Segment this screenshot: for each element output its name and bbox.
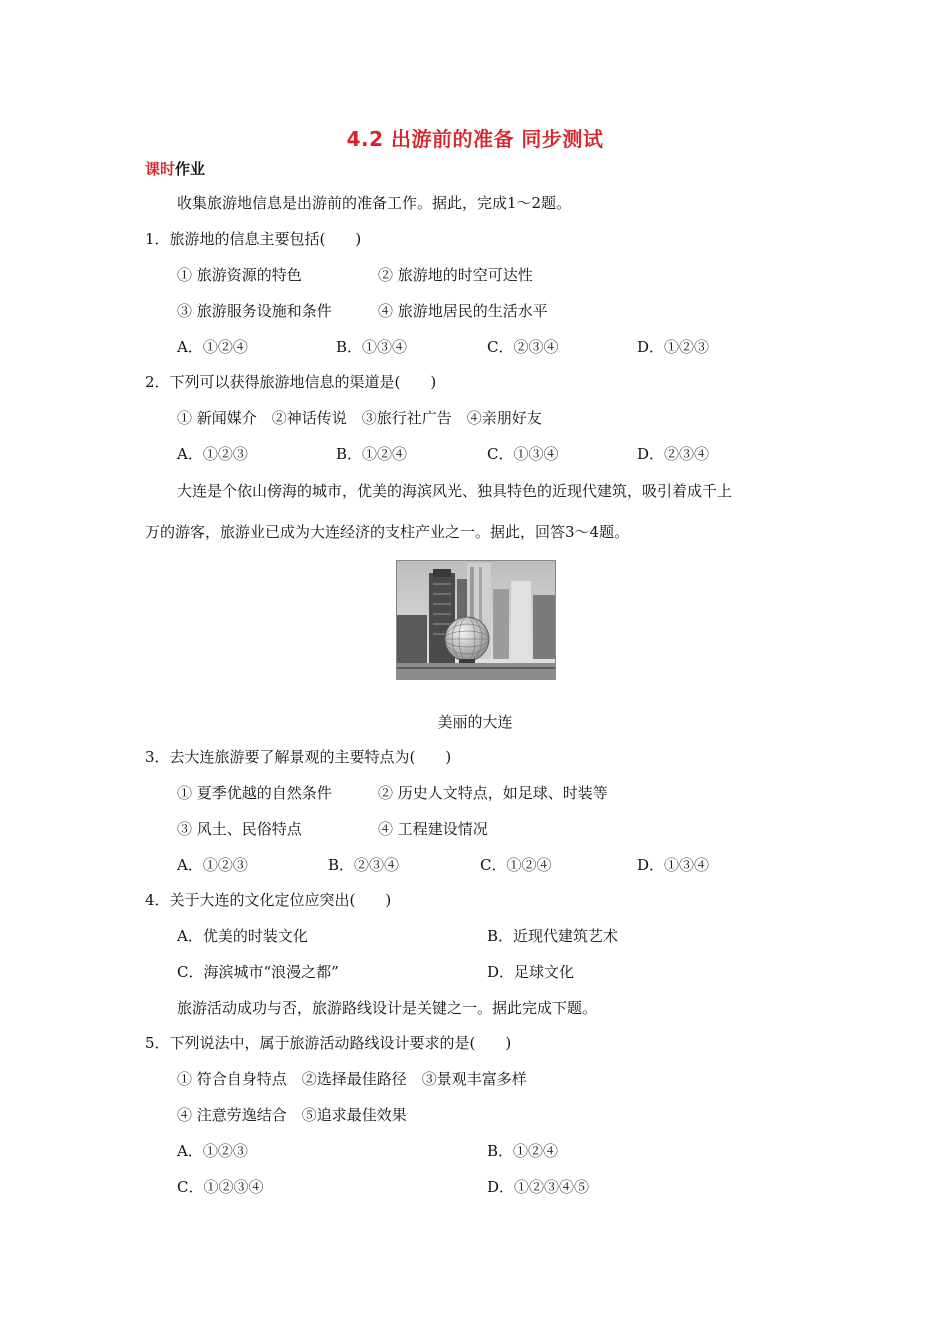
question-1-option-a: A．①②④ <box>177 338 248 356</box>
section-subtitle <box>145 158 205 179</box>
question-3-option-a: A．①②③ <box>177 856 248 874</box>
question-1-item-2: ② 旅游地的时空可达性 <box>378 266 533 284</box>
question-3-item-1: ① 夏季优越的自然条件 <box>177 784 332 802</box>
page-title: 4.2 出游前的准备 同步测试 <box>346 127 604 151</box>
question-1-option-d: D．①②③ <box>637 338 710 356</box>
question-4-option-d: D．足球文化 <box>487 963 575 981</box>
photo-caption: 美丽的大连 <box>437 713 513 731</box>
question-3-item-3: ③ 风土、民俗特点 <box>177 820 302 838</box>
question-2-option-a: A．①②③ <box>177 445 248 463</box>
dalian-photo <box>396 560 556 680</box>
question-5-option-c: C．①②③④ <box>177 1178 264 1196</box>
question-3-option-d: D．①③④ <box>637 856 710 874</box>
question-3-item-2: ② 历史人文特点，如足球、时装等 <box>378 784 608 802</box>
intro-paragraph-3: 旅游活动成功与否，旅游路线设计是关键之一。据此完成下题。 <box>177 999 598 1017</box>
question-3-item-4: ④ 工程建设情况 <box>378 820 488 838</box>
question-5-items-line-2: ④ 注意劳逸结合 ⑤追求最佳效果 <box>177 1106 407 1124</box>
question-3-option-c: C．①②④ <box>480 856 552 874</box>
subtitle-black: 作业 <box>175 160 206 178</box>
question-2-stem: 2．下列可以获得旅游地信息的渠道是( ) <box>145 373 437 391</box>
intro-paragraph-2-line-2: 万的游客，旅游业已成为大连经济的支柱产业之一。据此，回答3～4题。 <box>145 523 630 541</box>
question-5-option-b: B．①②④ <box>487 1142 559 1160</box>
question-1-stem: 1．旅游地的信息主要包括( ) <box>145 230 362 248</box>
question-5-stem: 5．下列说法中，属于旅游活动路线设计要求的是( ) <box>145 1034 512 1052</box>
question-4-option-c: C．海滨城市“浪漫之都” <box>177 963 339 981</box>
question-5-items-line-1: ① 符合自身特点 ②选择最佳路径 ③景观丰富多样 <box>177 1070 527 1088</box>
question-5-option-d: D．①②③④⑤ <box>487 1178 590 1196</box>
subtitle-red: 课时 <box>145 160 176 178</box>
question-1-item-4: ④ 旅游地居民的生活水平 <box>378 302 548 320</box>
question-1-option-c: C．②③④ <box>487 338 559 356</box>
question-5-option-a: A．①②③ <box>177 1142 248 1160</box>
question-2-option-b: B．①②④ <box>336 445 408 463</box>
dalian-cityscape-image <box>397 561 555 679</box>
question-1-item-3: ③ 旅游服务设施和条件 <box>177 302 332 320</box>
intro-paragraph-1: 收集旅游地信息是出游前的准备工作。据此，完成1～2题。 <box>177 194 572 212</box>
question-2-option-c: C．①③④ <box>487 445 559 463</box>
question-2-items: ① 新闻媒介 ②神话传说 ③旅行社广告 ④亲朋好友 <box>177 409 542 427</box>
question-1-item-1: ① 旅游资源的特色 <box>177 266 302 284</box>
question-4-option-b: B．近现代建筑艺术 <box>487 927 619 945</box>
question-3-option-b: B．②③④ <box>328 856 400 874</box>
intro-paragraph-2-line-1: 大连是个依山傍海的城市，优美的海滨风光、独具特色的近现代建筑，吸引着成千上 <box>177 482 733 500</box>
question-2-option-d: D．②③④ <box>637 445 710 463</box>
question-4-option-a: A．优美的时装文化 <box>177 927 308 945</box>
question-4-stem: 4．关于大连的文化定位应突出( ) <box>145 891 392 909</box>
question-1-option-b: B．①③④ <box>336 338 408 356</box>
question-3-stem: 3．去大连旅游要了解景观的主要特点为( ) <box>145 748 452 766</box>
